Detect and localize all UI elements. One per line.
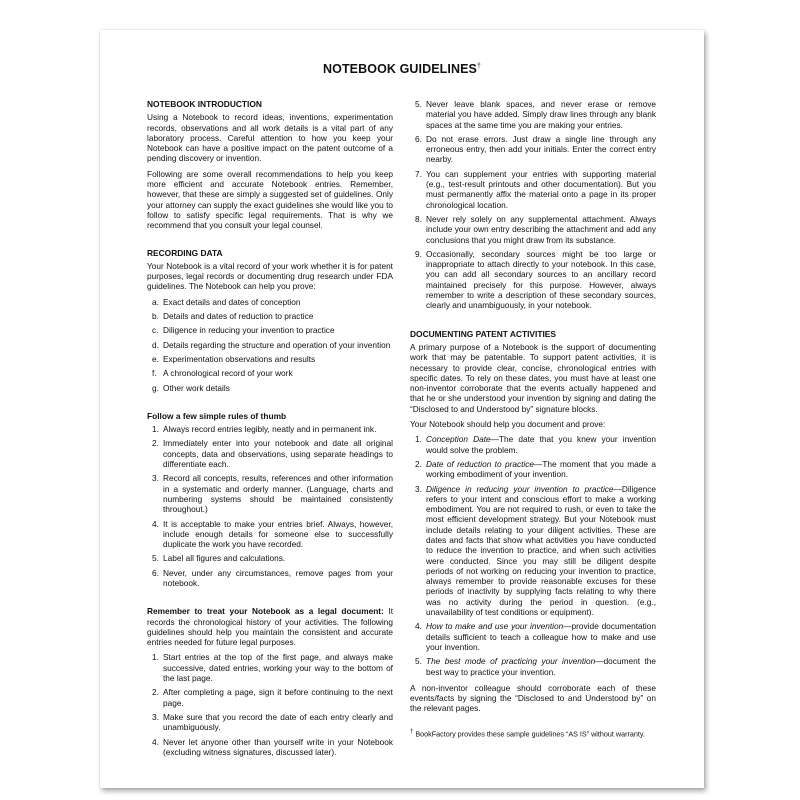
- footnote-dagger: †: [410, 728, 414, 735]
- recording-paragraph: Your Notebook is a vital record of your work whether it is for patent purposes, legal records or documenting drug research under FDA guidelines. The Notebook can help you prove:: [147, 260, 393, 292]
- legal-paragraph: [147, 606, 393, 647]
- left-column: [147, 99, 393, 763]
- intro-paragraph-1: Using a Notebook to record ideas, inventions, experimentation records, observations and all work details is a vital part of any laboratory process. Careful attention to how you keep your Notebook can have a positive impact on the patent outcome of a pending discovery or invention.: [147, 112, 393, 164]
- list-item: 3. Make sure that you record the date of each entry clearly and unambiguously.: [152, 711, 393, 733]
- list-item: 4. It is acceptable to make your entries brief. Always, however, include enough details for someone else to successfully duplicate the work you have recorded.: [152, 518, 393, 550]
- list-item: 2. Immediately enter into your notebook and date all original concepts, data and observations, using separate headings to differentiate each.: [152, 438, 393, 470]
- documenting-heading: DOCUMENTING PATENT ACTIVITIES: [410, 328, 556, 339]
- list-item: 4. How to make and use your invention—provide documentation details sufficient to teach a colleague how to make and use your invention.: [415, 621, 656, 652]
- list-item: 2. After completing a page, sign it before continuing to the next page.: [152, 687, 393, 708]
- list-item: 8. Never rely solely on any supplemental attachment. Always include your own entry describing the attachment and add any conclusions that you might draw from its substance.: [415, 213, 656, 245]
- intro-paragraph-2: Following are some overall recommendations to help you keep more efficient and accurate Notebook entries. Remember, however, that these are simply a suggested set of guidelines. Only your attorney can supply the exact guidelines she would like you to follow to satisfy specific legal requirements. That is why we recommend that you consult your legal counsel.: [147, 168, 393, 231]
- documenting-paragraph-3: A non-inventor colleague should corroborate each of these events/facts by signing the “Disclosed to and Understood by” on the relevant pages.: [410, 682, 656, 714]
- list-item: e. Experimentation observations and results: [152, 353, 316, 364]
- legal-list-continued: [410, 99, 656, 311]
- list-item: d. Details regarding the structure and operation of your invention: [152, 339, 391, 350]
- list-item: 6. Do not erase errors. Just draw a single line through any erroneous entry, then add your initials. Enter the correct entry nearby.: [415, 133, 656, 165]
- list-item: a. Exact details and dates of conception: [152, 296, 301, 307]
- legal-lead: Remember to treat your Notebook as a legal document:: [147, 606, 384, 617]
- list-item: 9. Occasionally, secondary sources might be too large or inappropriate to attach directly to your notebook. In this case, you can add all secondary sources to an ancillary record maintained precisely for this purpose. However, always remember to write a description of these secondary sources, clearly and unambiguously, in your notebook.: [415, 248, 656, 311]
- list-item: c. Diligence in reducing your invention to practice: [152, 325, 335, 336]
- list-item: f. A chronological record of your work: [152, 368, 293, 379]
- list-item: 5. The best mode of practicing your invention—document the best way to practice your invention.: [415, 656, 656, 677]
- title-dagger: †: [477, 62, 481, 70]
- page-title: [100, 62, 704, 76]
- list-item: g. Other work details: [152, 382, 230, 393]
- legal-text: It records the chronological history of your activities. The following guidelines should help you maintain the consistent and accurate entries needed for future legal purposes.: [147, 606, 393, 648]
- list-item: 6. Never, under any circumstances, remove pages from your notebook.: [152, 567, 393, 588]
- document-page: [100, 30, 704, 788]
- legal-list: [147, 652, 393, 757]
- recording-list: [147, 297, 393, 393]
- list-item: 5. Never leave blank spaces, and never erase or remove material you have added. Simply draw lines through any blank spaces at the same time you are making your entries.: [415, 99, 656, 130]
- list-item: 1. Start entries at the top of the first page, and always make successive, dated entries, working your way to the bottom of the last page.: [152, 652, 393, 684]
- list-item: b. Details and dates of reduction to practice: [152, 311, 314, 322]
- recording-heading: RECORDING DATA: [147, 247, 223, 258]
- right-column: [410, 99, 656, 738]
- list-item: 7. You can supplement your entries with supporting material (e.g., test-result printouts and other documentation). But you must permanently affix the material onto a page in its proper chronological location.: [415, 168, 656, 210]
- footnote: [410, 728, 656, 738]
- intro-heading: NOTEBOOK INTRODUCTION: [147, 99, 262, 109]
- list-item: 3. Diligence in reducing your invention to practice—Diligence refers to your intent and conscious effort to make a working embodiment. You are not required to rush, or even to take the most efficient development strategy. But your Notebook must include details relating to your diligent activities. These are dates and facts that show what activities you have conducted to reduce the invention to practice, and when such activities were conducted. Since you may still be diligent despite periods of not working on reducing your invention to practice, always remember to provide reasonable excuses for these periods of inactivity by supplying facts relating to why there was no activity during the period in question. (e.g., unavailability of test conditions or equipment).: [415, 483, 656, 618]
- rules-heading: Follow a few simple rules of thumb: [147, 410, 287, 421]
- list-item: 1. Always record entries legibly, neatly and in permanent ink.: [152, 424, 377, 435]
- footnote-text: BookFactory provides these sample guidelines “AS IS” without warranty.: [413, 729, 645, 739]
- list-item: 2. Date of reduction to practice—The moment that you made a working embodiment of your invention.: [415, 458, 656, 480]
- list-item: 4. Never let anyone other than yourself write in your Notebook (excluding witness signatures, discussed later).: [152, 736, 393, 757]
- list-item: 1. Conception Date—The date that you knew your invention would solve the problem.: [415, 434, 656, 455]
- rules-list: [147, 424, 393, 588]
- list-item: 3. Record all concepts, results, references and other information in a systematic and orderly manner. (Language, charts and numbering systems should be maintained consistently throughout.): [152, 473, 393, 515]
- title-text: NOTEBOOK GUIDELINES: [323, 62, 477, 76]
- list-item: 5. Label all figures and calculations.: [152, 553, 286, 564]
- documenting-paragraph-1: A primary purpose of a Notebook is the support of documenting work that may be patentable. To support patent activities, it is necessary to provide clear, concise, chronological entries with specific dates. To rely on these dates, you must have at least one non-inventor corroborate that the events actually happened and that he or she understood your invention by signing and dating the “Disclosed to and Understood by” signature blocks.: [410, 341, 656, 414]
- documenting-list: [410, 434, 656, 677]
- documenting-paragraph-2: Your Notebook should help you document and prove:: [410, 419, 606, 430]
